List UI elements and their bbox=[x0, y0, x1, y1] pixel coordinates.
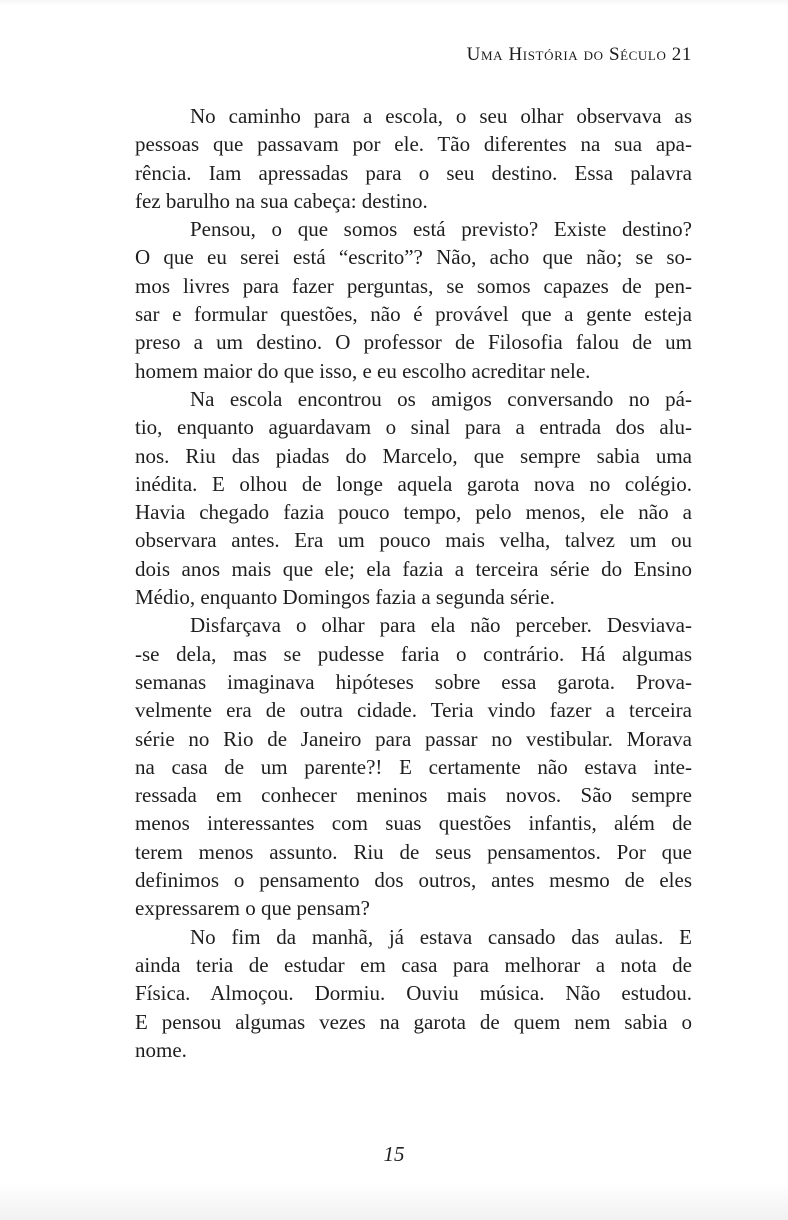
text-line: semanas imaginava hipóteses sobre essa garota. Prova- bbox=[135, 669, 692, 694]
text-line: velmente era de outra cidade. Teria vindo fazer a terceira bbox=[135, 698, 692, 723]
text-line: ainda teria de estudar em casa para melhorar a nota de bbox=[135, 952, 692, 977]
text-line: rência. Iam apressadas para o seu destino. Essa palavra bbox=[135, 160, 692, 185]
text-line: E pensou algumas vezes na garota de quem nem sabia o bbox=[135, 1009, 692, 1034]
text-line: na casa de um parente?! E certamente não estava inte- bbox=[135, 754, 692, 779]
text-line: O que eu serei está “escrito”? Não, acho que não; se so- bbox=[135, 245, 692, 270]
text-line: sar e formular questões, não é provável que a gente esteja bbox=[135, 302, 692, 327]
text-line: Pensou, o que somos está previsto? Existe destino? bbox=[190, 217, 692, 242]
text-line: expressarem o que pensam? bbox=[135, 896, 370, 921]
body-text bbox=[135, 102, 692, 1064]
text-line: nos. Riu das piadas do Marcelo, que sempre sabia uma bbox=[135, 443, 692, 468]
text-line: homem maior do que isso, e eu escolho acreditar nele. bbox=[135, 358, 591, 383]
text-line: Física. Almoçou. Dormiu. Ouviu música. Não estudou. bbox=[135, 981, 692, 1006]
text-line: fez barulho na sua cabeça: destino. bbox=[135, 188, 428, 213]
text-line: menos interessantes com suas questões infantis, além de bbox=[135, 811, 692, 836]
text-line: preso a um destino. O professor de Filosofia falou de um bbox=[135, 330, 692, 355]
text-line: definimos o pensamento dos outros, antes mesmo de eles bbox=[135, 868, 692, 893]
text-line: No fim da manhã, já estava cansado das aulas. E bbox=[190, 924, 692, 949]
text-line: pessoas que passavam por ele. Tão diferentes na sua apa- bbox=[135, 132, 692, 157]
paragraph bbox=[135, 102, 692, 215]
text-line: -se dela, mas se pudesse faria o contrário. Há algumas bbox=[135, 641, 692, 666]
text-line: série no Rio de Janeiro para passar no vestibular. Morava bbox=[135, 726, 692, 751]
paragraph bbox=[135, 385, 692, 611]
page-number: 15 bbox=[383, 1142, 405, 1166]
text-line: Na escola encontrou os amigos conversando no pá- bbox=[190, 386, 692, 411]
text-line: ressada em conhecer meninos mais novos. São sempre bbox=[135, 783, 692, 808]
text-line: Havia chegado fazia pouco tempo, pelo menos, ele não a bbox=[135, 500, 692, 525]
text-line: Médio, enquanto Domingos fazia a segunda série. bbox=[135, 585, 555, 610]
text-line: mos livres para fazer perguntas, se somos capazes de pen- bbox=[135, 273, 692, 298]
paragraph bbox=[135, 611, 692, 922]
text-line: observara antes. Era um pouco mais velha, talvez um ou bbox=[135, 528, 692, 553]
text-line: Disfarçava o olhar para ela não perceber. Desviava- bbox=[190, 613, 692, 638]
running-header: Uma História do Século 21 bbox=[466, 44, 692, 65]
text-line: inédita. E olhou de longe aquela garota nova no colégio. bbox=[135, 471, 692, 496]
text-line: nome. bbox=[135, 1037, 187, 1062]
paragraph bbox=[135, 215, 692, 385]
text-line: terem menos assunto. Riu de seus pensamentos. Por que bbox=[135, 839, 692, 864]
paragraph bbox=[135, 923, 692, 1064]
text-line: No caminho para a escola, o seu olhar observava as bbox=[190, 104, 692, 128]
text-line: tio, enquanto aguardavam o sinal para a entrada dos alu- bbox=[135, 415, 692, 440]
text-line: dois anos mais que ele; ela fazia a terceira série do Ensino bbox=[135, 556, 692, 581]
